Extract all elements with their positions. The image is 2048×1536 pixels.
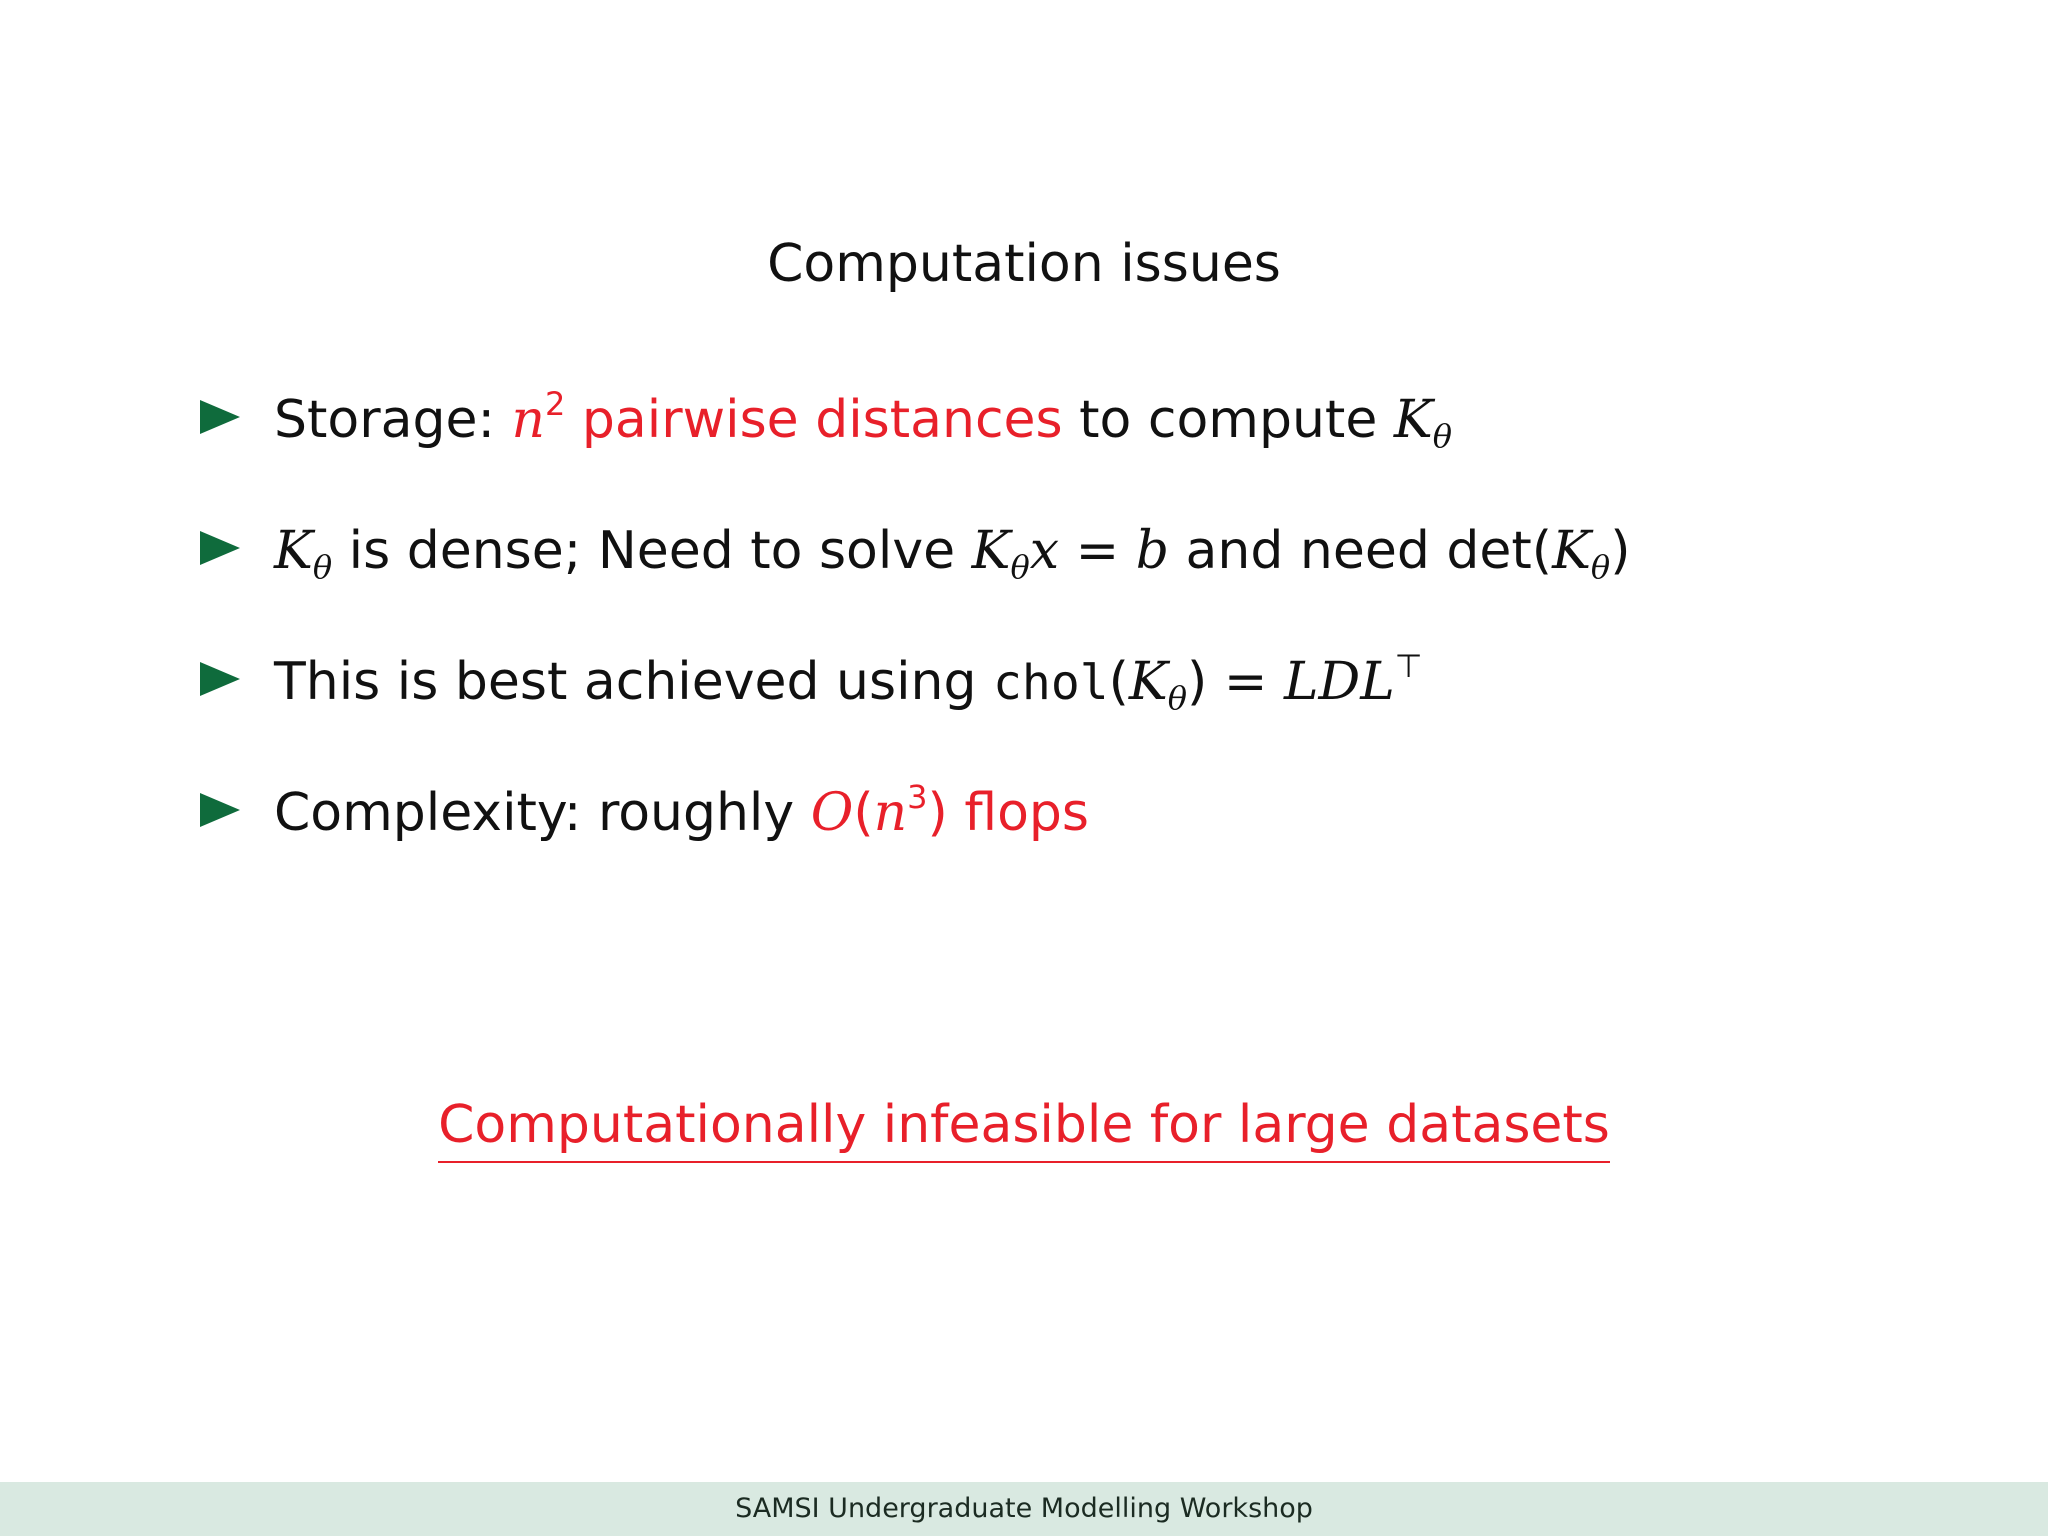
bullet-text	[274, 642, 1423, 723]
dense-text: is dense; Need to solve	[348, 521, 956, 581]
math-LDL: LDL	[1283, 652, 1395, 712]
math-theta: θ	[1167, 679, 1188, 717]
math-equals: =	[1075, 521, 1120, 581]
conclusion-text: Computationally infeasible for large datasets	[438, 1095, 1610, 1163]
bullet-cholesky	[200, 642, 1900, 773]
close-paren: )	[1610, 521, 1631, 581]
bullet-complexity	[200, 773, 1900, 904]
math-n: n	[511, 390, 546, 450]
close-paren: )	[1187, 652, 1208, 712]
triangle-bullet-icon	[200, 531, 240, 565]
bullet-storage	[200, 380, 1900, 511]
bullet-text	[274, 380, 1452, 460]
math-theta: θ	[312, 548, 333, 586]
math-n: n	[873, 783, 908, 843]
math-x: x	[1029, 521, 1060, 581]
math-K: K	[971, 521, 1011, 581]
open-paren: (	[1108, 652, 1129, 712]
bullet-list	[200, 380, 1900, 904]
triangle-bullet-icon	[200, 662, 240, 696]
math-theta: θ	[1590, 548, 1611, 586]
slide-title: Computation issues	[767, 234, 1281, 294]
math-b: b	[1135, 521, 1170, 581]
storage-label: Storage:	[274, 390, 495, 450]
math-K: K	[1552, 521, 1591, 581]
triangle-bullet-icon	[200, 793, 240, 827]
det-text: and need det(	[1185, 521, 1553, 581]
flops-text: flops	[964, 783, 1089, 843]
math-transpose: ⊤	[1394, 647, 1423, 685]
close-paren: )	[927, 783, 948, 843]
footer: SAMSI Undergraduate Modelling Workshop	[0, 1482, 2048, 1536]
math-theta: θ	[1010, 548, 1030, 586]
complexity-label: Complexity: roughly	[274, 783, 795, 843]
bullet-dense	[200, 511, 1900, 642]
math-theta: θ	[1432, 417, 1452, 455]
bullet-text	[274, 511, 1630, 591]
triangle-bullet-icon	[200, 400, 240, 434]
code-chol: chol	[993, 655, 1109, 711]
math-equals: =	[1223, 652, 1268, 712]
bullet-text	[274, 773, 1089, 853]
math-K: K	[274, 521, 313, 581]
math-K: K	[1128, 652, 1168, 712]
math-exponent: 3	[907, 778, 928, 816]
rest-text: to compute	[1079, 390, 1378, 450]
cholesky-text: This is best achieved using	[274, 652, 977, 712]
open-paren: (	[853, 783, 874, 843]
math-exponent: 2	[545, 385, 566, 423]
conclusion	[0, 1090, 2048, 1160]
math-O: O	[810, 783, 854, 843]
highlight-text: pairwise distances	[581, 390, 1063, 450]
math-K: K	[1393, 390, 1433, 450]
